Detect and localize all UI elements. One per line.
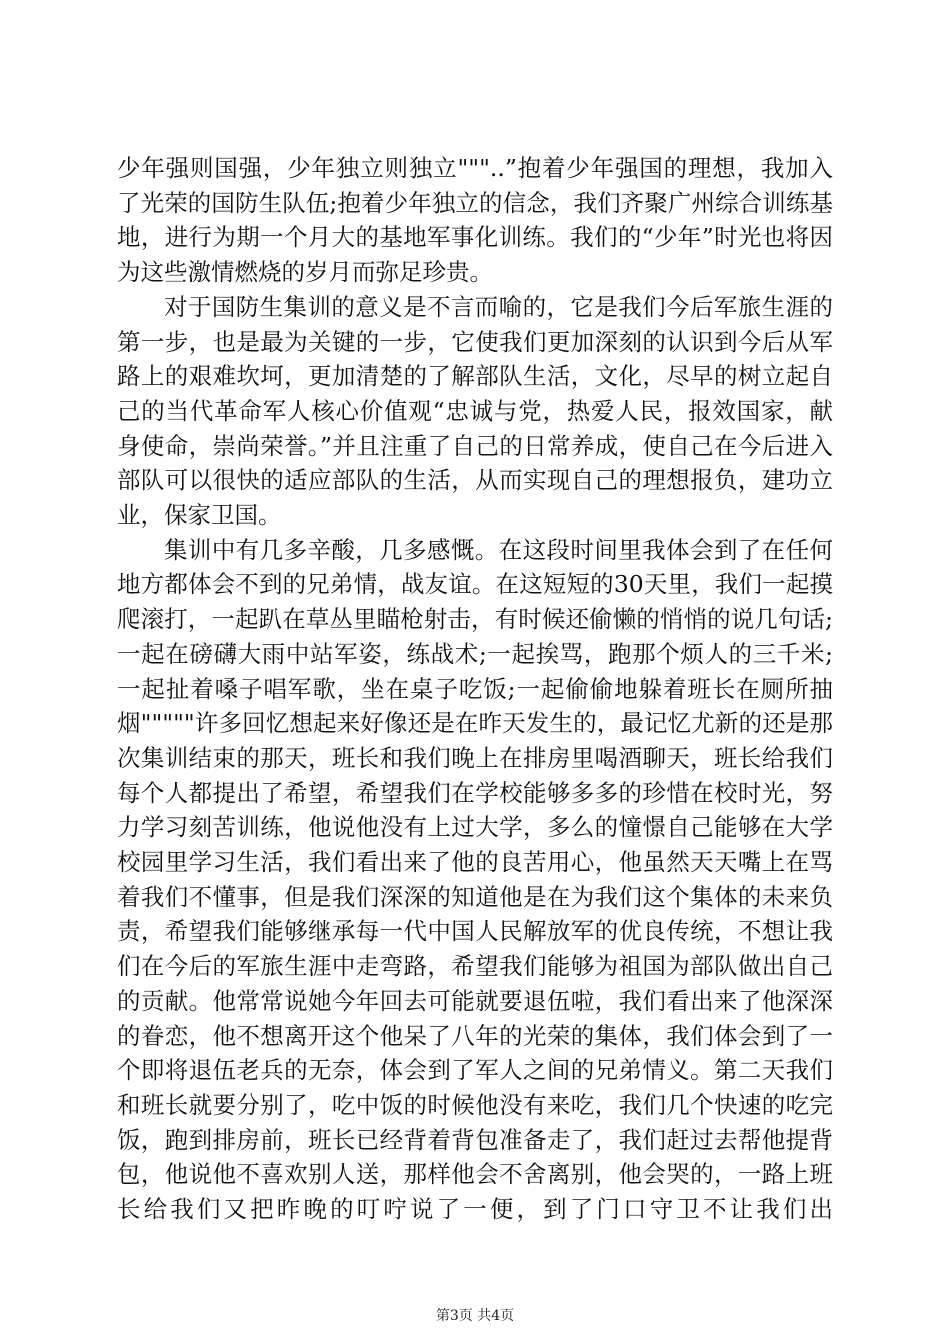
paragraph-3: 集训中有几多辛酸，几多感慨。在这段时间里我体会到了在任何地方都体会不到的兄弟情，战友谊。在这短短的30天里，我们一起摸爬滚打，一起趴在草丛里瞄枪射击，有时候还偷懒的悄悄的说几句话;一起在磅礴大雨中站军姿，练战术;一起挨骂，跑那个烦人的三千米;一起扯着嗓子唱军歌，坐在桌子吃饭;一起偷偷地躲着班长在厕所抽烟"""""许多回忆想起来好像还是在昨天发生的，最记忆尤新的还是那次集训结束的那天，班长和我们晚上在排房里喝酒聊天，班长给我们每个人都提出了希望，希望我们在学校能够多多的珍惜在校时光，努力学习刻苦训练，他说他没有上过大学，多么的憧憬自己能够在大学校园里学习生活，我们看出来了他的良苦用心，他虽然天天嘴上在骂着我们不懂事，但是我们深深的知道他是在为我们这个集体的未来负责，希望我们能够继承每一代中国人民解放军的优良传统，不想让我们在今后的军旅生涯中走弯路，希望我们能够为祖国为部队做出自己的贡献。他常常说她今年回去可能就要退伍啦，我们看出来了他深深的眷恋，他不想离开这个他呆了八年的光荣的集体，我们体会到了一个即将退伍老兵的无奈，体会到了军人之间的兄弟情义。第二天我们和班长就要分别了，吃中饭的时候他没有来吃，我们几个快速的吃完饭，跑到排房前，班长已经背着背包准备走了，我们赶过去帮他提背包，他说他不喜欢别人送，那样他会不舍离别，他会哭的，一路上班长给我们又把昨晚的叮咛说了一便，到了门口守卫不让我们出 bbox=[117, 535, 833, 1224]
document-body bbox=[117, 151, 833, 1227]
paragraph-1: 少年强则国强，少年独立则独立"""..”抱着少年强国的理想，我加入了光荣的国防生队伍;抱着少年独立的信念，我们齐聚广州综合训练基地，进行为期一个月大的基地军事化训练。我们的“少年”时光也将因为这些激情燃烧的岁月而弥足珍贵。 bbox=[117, 154, 833, 287]
page-footer: 第3页 共4页 bbox=[435, 1308, 515, 1324]
paragraph-2: 对于国防生集训的意义是不言而喻的，它是我们今后军旅生涯的第一步，也是最为关键的一步，它使我们更加深刻的认识到今后从军路上的艰难坎坷，更加清楚的了解部队生活，文化，尽早的树立起自己的当代革命军人核心价值观“忠诚与党，热爱人民，报效国家，献身使命，崇尚荣誉。”并且注重了自己的日常养成，使自己在今后进入部队可以很快的适应部队的生活，从而实现自己的理想报负，建功立业，保家卫国。 bbox=[117, 292, 833, 530]
